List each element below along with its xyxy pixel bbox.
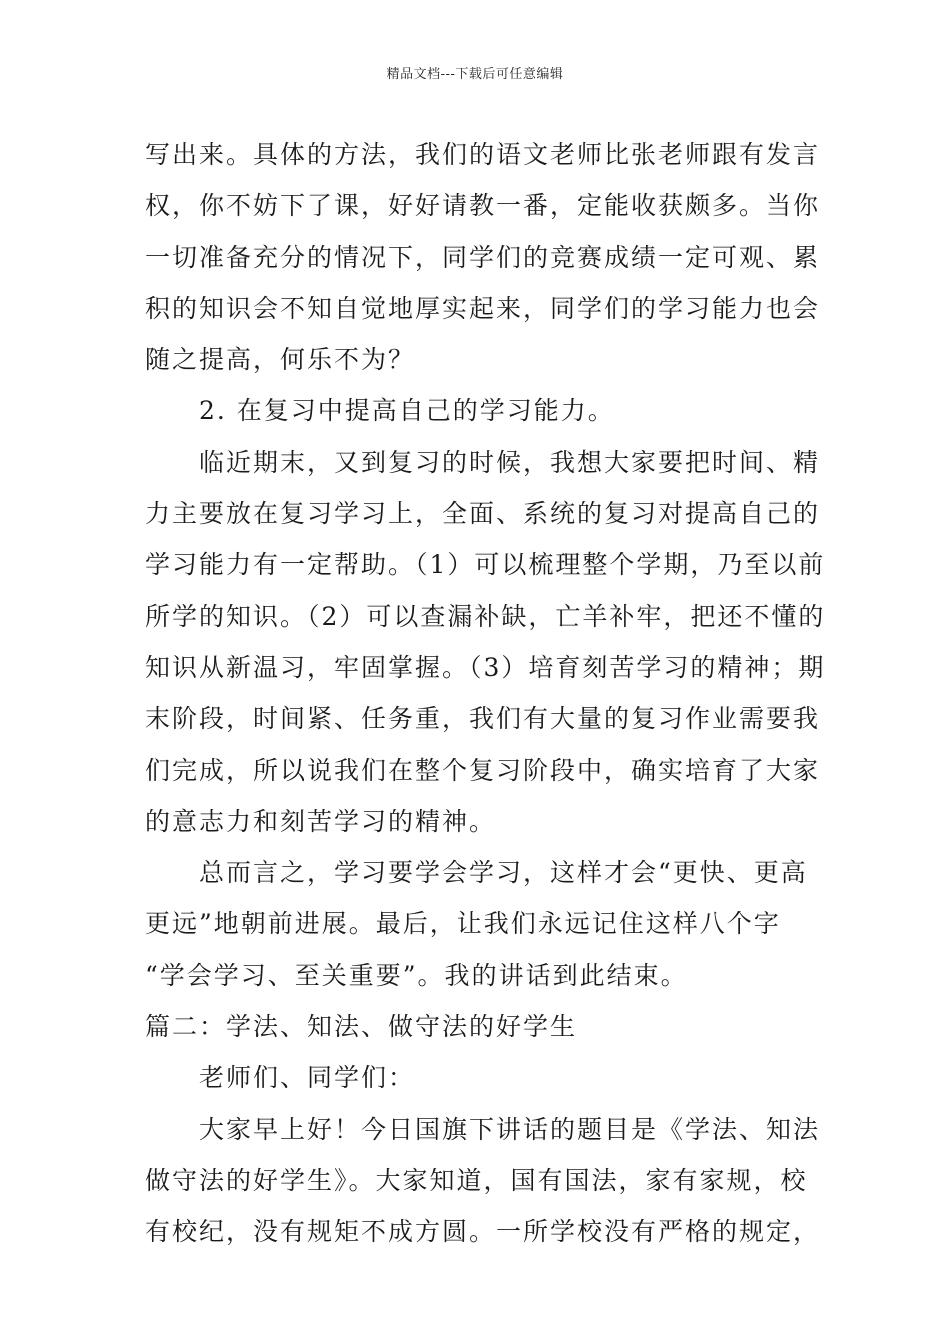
text-line: “学会学习、至关重要”。我的讲话到此结束。 bbox=[145, 960, 688, 990]
page-header: 精品文档---下载后可任意编辑 bbox=[386, 67, 564, 82]
text-line: 临近期末，又到复习的时候，我想大家要把时间、精 bbox=[199, 447, 821, 477]
text-line: 所学的知识。（2）可以查漏补缺，亡羊补牢，把还不懂的 bbox=[145, 601, 826, 631]
text-line: 老师们、同学们： bbox=[199, 1063, 416, 1093]
text-line: 大家早上好！今日国旗下讲话的题目是《学法、知法 bbox=[199, 1114, 821, 1144]
document-body bbox=[145, 129, 826, 1258]
text-line: 随之提高，何乐不为？ bbox=[145, 345, 416, 375]
text-line: 积的知识会不知自觉地厚实起来，同学们的学习能力也会 bbox=[145, 293, 821, 323]
text-line: 更远”地朝前进展。最后，让我们永远记住这样八个字 bbox=[145, 909, 781, 939]
text-line: 知识从新温习，牢固掌握。（3）培育刻苦学习的精神；期 bbox=[145, 652, 826, 682]
text-line: 篇二：学法、知法、做守法的好学生 bbox=[145, 1012, 578, 1042]
text-line: 做守法的好学生》。大家知道，国有国法，家有家规，校 bbox=[145, 1165, 808, 1195]
text-line: 末阶段，时间紧、任务重，我们有大量的复习作业需要我 bbox=[145, 704, 821, 734]
text-line: 们完成，所以说我们在整个复习阶段中，确实培育了大家 bbox=[145, 755, 821, 785]
text-line: 的意志力和刻苦学习的精神。 bbox=[145, 806, 497, 836]
text-line: 权，你不妨下了课，好好请教一番，定能收获颇多。当你 bbox=[145, 191, 821, 221]
text-line: 2. 在复习中提高自己的学习能力。 bbox=[199, 396, 615, 426]
text-line: 有校纪，没有规矩不成方圆。一所学校没有严格的规定， bbox=[145, 1217, 821, 1247]
text-line: 学习能力有一定帮助。（1）可以梳理整个学期，乃至以前 bbox=[145, 550, 826, 580]
text-line: 一切准备充分的情况下，同学们的竞赛成绩一定可观、累 bbox=[145, 242, 821, 272]
text-line: 总而言之，学习要学会学习，这样才会“更快、更高 bbox=[199, 858, 808, 888]
text-line: 力主要放在复习学习上，全面、系统的复习对提高自己的 bbox=[145, 499, 821, 529]
text-line: 写出来。具体的方法，我们的语文老师比张老师跟有发言 bbox=[145, 140, 821, 169]
